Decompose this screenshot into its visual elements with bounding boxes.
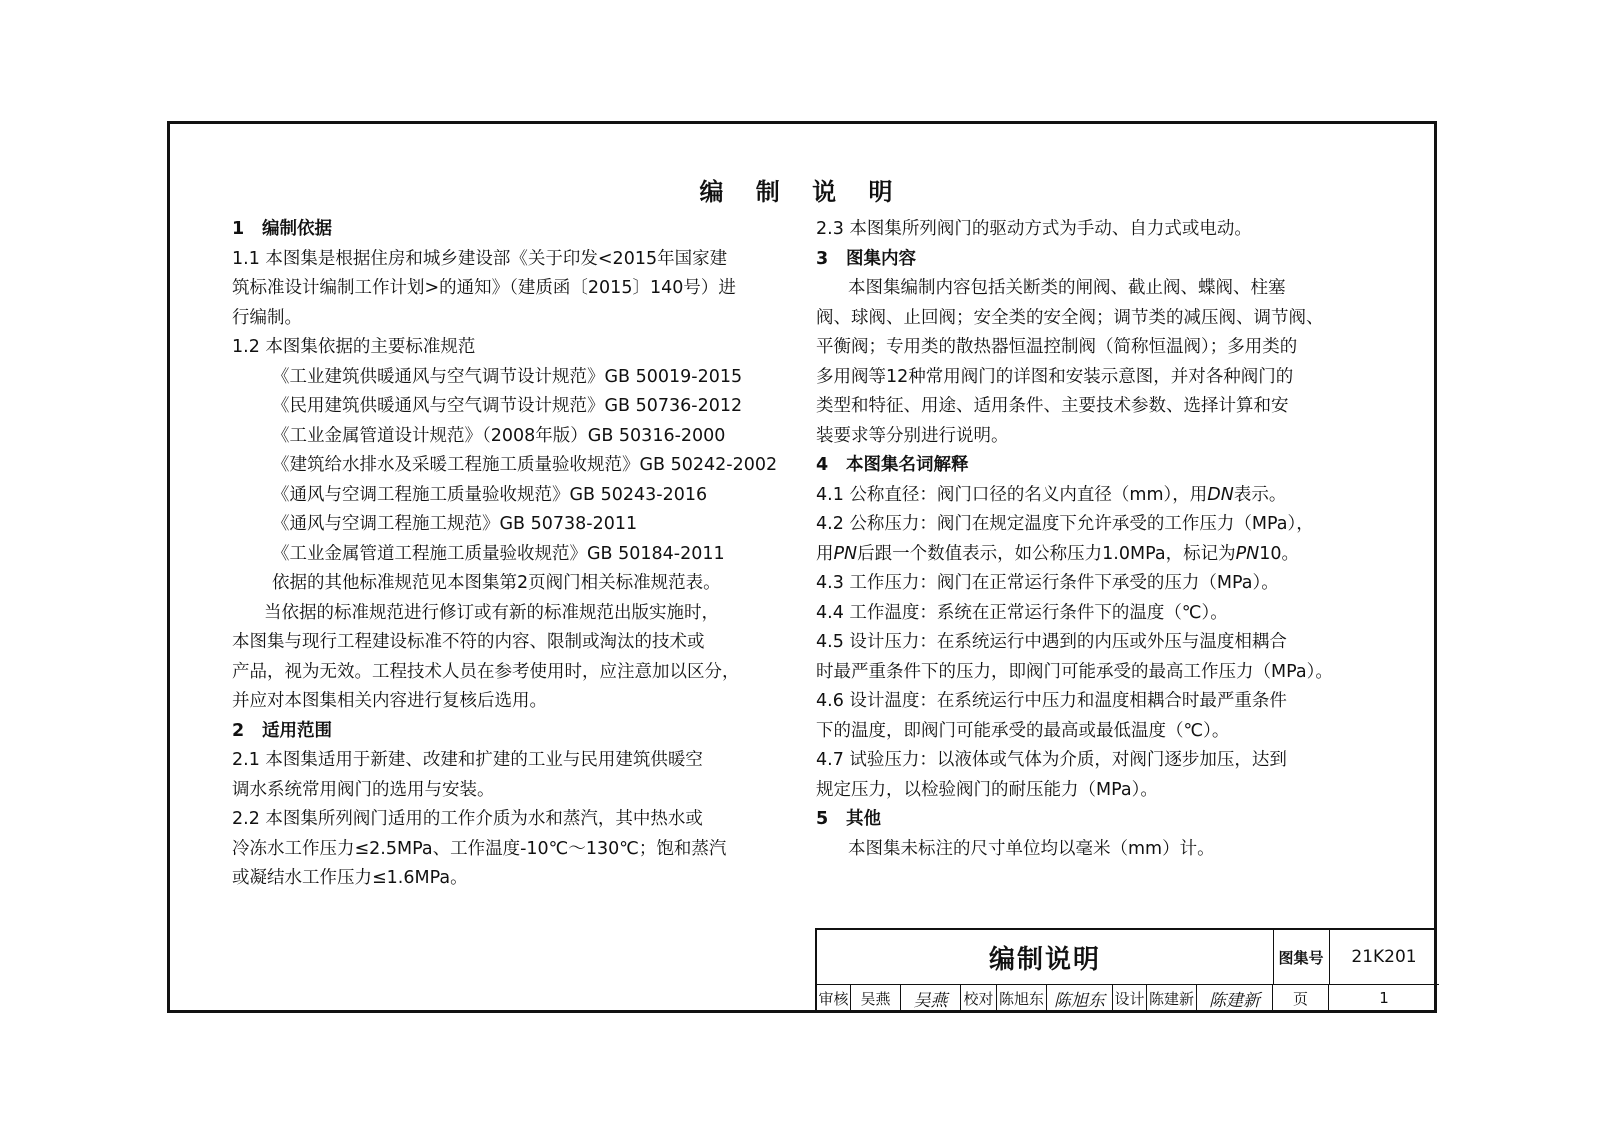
text-line: 4.6 设计温度：在系统运行中压力和温度相耦合时最严重条件 — [816, 691, 1287, 711]
text-line: 本图集编制内容包括关断类的闸阀、截止阀、蝶阀、柱塞 — [848, 278, 1286, 298]
text-line: 依据的其他标准规范见本图集第2页阀门相关标准规范表。 — [272, 573, 721, 593]
page-title: 编 制 说 明 — [699, 178, 905, 206]
text-line: 4.7 试验压力：以液体或气体为介质，对阀门逐步加压，达到 — [816, 750, 1287, 770]
standard-item: 《工业金属管道设计规范》（2008年版）GB 50316-2000 — [272, 425, 726, 446]
text-line: 2.1 本图集适用于新建、改建和扩建的工业与民用建筑供暖空 — [232, 750, 703, 770]
standard-item: 《通风与空调工程施工规范》GB 50738-2011 — [272, 514, 638, 534]
text-line: 类型和特征、用途、适用条件、主要技术参数、选择计算和安 — [816, 396, 1289, 416]
review-label: 审核 — [817, 985, 851, 1011]
text-line: 产品，视为无效。工程技术人员在参考使用时，应注意加以区分， — [232, 661, 740, 682]
standard-item: 《工业建筑供暖通风与空气调节设计规范》GB 50019-2015 — [272, 366, 743, 387]
text-line: 4.2 公称压力：阀门在规定温度下允许承受的工作压力（MPa）， — [816, 514, 1314, 534]
reviewer-signature: 吴燕 — [901, 985, 961, 1011]
drawing-frame — [167, 121, 1437, 1013]
text-line: 4.4 工作温度：系统在正常运行条件下的温度（℃）。 — [816, 602, 1228, 623]
text-line: 2.3 本图集所列阀门的驱动方式为手动、自力式或电动。 — [816, 219, 1252, 239]
text-line: 调水系统常用阀门的选用与安装。 — [232, 779, 495, 800]
text-line: 时最严重条件下的压力，即阀门可能承受的最高工作压力（MPa）。 — [816, 661, 1333, 682]
reviewer-name: 吴燕 — [851, 985, 901, 1011]
standard-item: 《工业金属管道工程施工质量验收规范》GB 50184-2011 — [272, 543, 725, 564]
section-3-heading: 3 图集内容 — [816, 248, 916, 269]
title-block — [815, 928, 1437, 1010]
text-line: 本图集与现行工程建设标准不符的内容、限制或淘汰的技术或 — [232, 632, 705, 652]
section-2-heading: 2 适用范围 — [232, 720, 332, 741]
text-line: 1.2 本图集依据的主要标准规范 — [232, 337, 476, 357]
text-line: 冷冻水工作压力≤2.5MPa、工作温度-10℃～130℃；饱和蒸汽 — [232, 838, 727, 859]
section-5-heading: 5 其他 — [816, 809, 881, 829]
design-label: 设计 — [1113, 985, 1147, 1011]
text-line: 规定压力，以检验阀门的耐压能力（MPa）。 — [816, 779, 1158, 800]
text-line: 装要求等分别进行说明。 — [816, 425, 1009, 446]
text-line: 1.1 本图集是根据住房和城乡建设部《关于印发<2015年国家建 — [232, 248, 728, 269]
text-line: 或凝结水工作压力≤1.6MPa。 — [232, 868, 468, 888]
right-column — [816, 215, 1371, 864]
text-line: 多用阀等12种常用阀门的详图和安装示意图，并对各种阀门的 — [816, 366, 1294, 387]
section-1-heading: 1 编制依据 — [232, 219, 332, 239]
atlas-number: 21K201 — [1351, 947, 1417, 967]
text-line: 筑标准设计编制工作计划>的通知》（建质函〔2015〕140号）进 — [232, 278, 736, 298]
checker-signature: 陈旭东 — [1047, 985, 1113, 1011]
page-number: 1 — [1379, 989, 1389, 1007]
left-column — [232, 215, 778, 894]
text-line: 当依据的标准规范进行修订或有新的标准规范出版实施时， — [264, 602, 719, 623]
text-line: 阀、球阀、止回阀；安全类的安全阀；调节类的减压阀、调节阀、 — [816, 307, 1324, 328]
text-line: 2.2 本图集所列阀门适用的工作介质为水和蒸汽，其中热水或 — [232, 809, 703, 829]
text-line: 本图集未标注的尺寸单位均以毫米（mm）计。 — [848, 838, 1215, 859]
text-line: 4.3 工作压力：阀门在正常运行条件下承受的压力（MPa）。 — [816, 573, 1279, 593]
section-4-heading: 4 本图集名词解释 — [816, 455, 969, 475]
standard-item: 《通风与空调工程施工质量验收规范》GB 50243-2016 — [272, 484, 708, 505]
title-block-title: 编制说明 — [817, 930, 1274, 984]
text-line: 用PN后跟一个数值表示，如公称压力1.0MPa，标记为PN10。 — [816, 543, 1300, 564]
atlas-number-label: 图集号 — [1273, 930, 1330, 984]
signature-row — [817, 984, 1439, 1011]
text-line: 并应对本图集相关内容进行复核后选用。 — [232, 691, 547, 711]
check-label: 校对 — [961, 985, 997, 1011]
standard-item: 《民用建筑供暖通风与空气调节设计规范》GB 50736-2012 — [272, 396, 743, 416]
standard-item: 《建筑给水排水及采暖工程施工质量验收规范》GB 50242-2002 — [272, 455, 778, 475]
text-line: 行编制。 — [232, 307, 302, 328]
text-line: 4.1 公称直径：阀门口径的名义内直径（mm），用DN表示。 — [816, 484, 1287, 505]
text-line: 平衡阀；专用类的散热器恒温控制阀（简称恒温阀）；多用类的 — [816, 337, 1298, 357]
text-line: 4.5 设计压力：在系统运行中遇到的内压或外压与温度相耦合 — [816, 632, 1287, 652]
designer-signature: 陈建新 — [1197, 985, 1273, 1011]
checker-name: 陈旭东 — [997, 985, 1047, 1011]
page-label: 页 — [1273, 985, 1329, 1011]
text-line: 下的温度，即阀门可能承受的最高或最低温度（℃）。 — [816, 720, 1230, 741]
designer-name: 陈建新 — [1147, 985, 1197, 1011]
